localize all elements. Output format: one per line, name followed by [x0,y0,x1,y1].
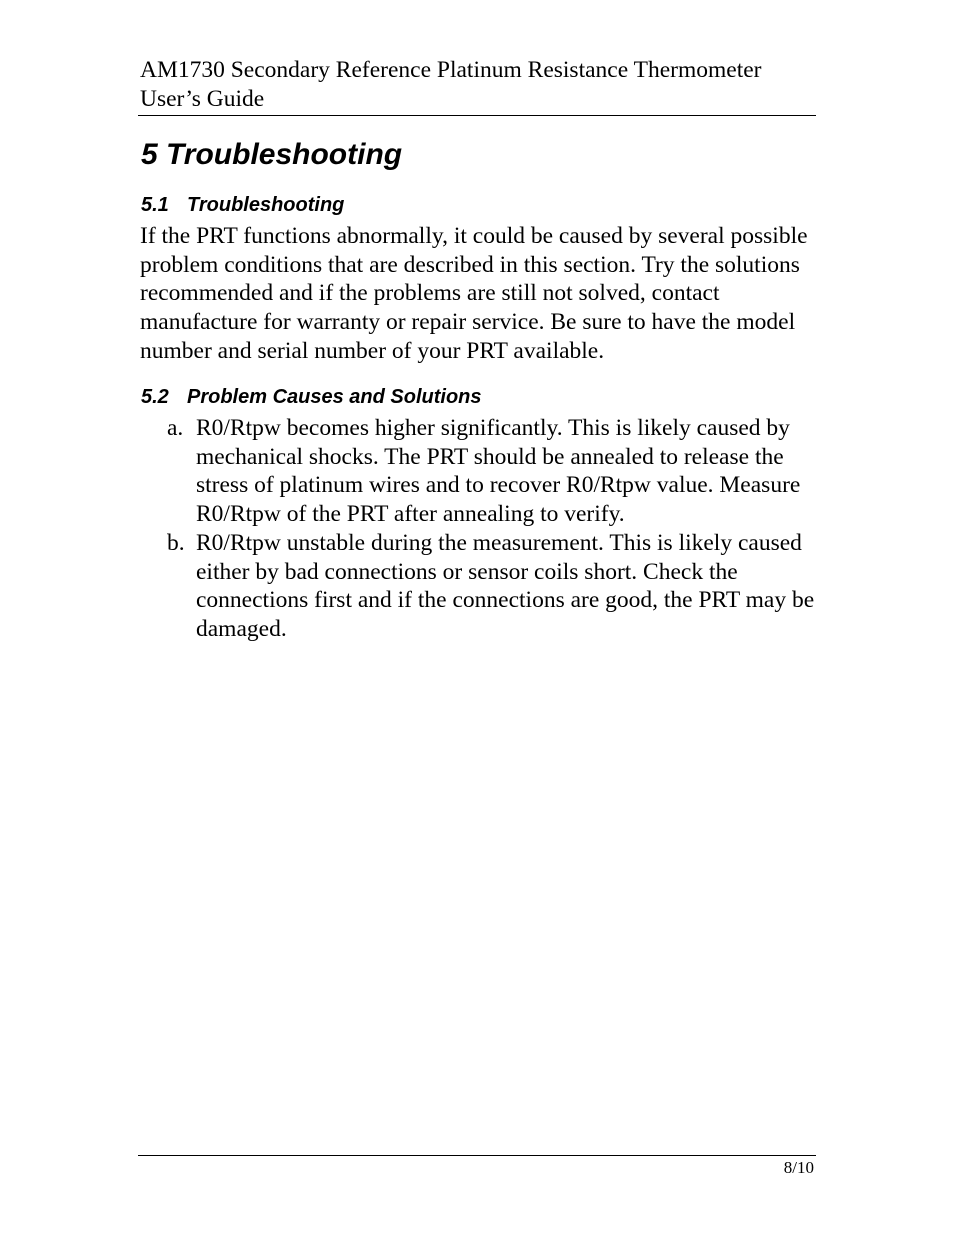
page-number: 8/10 [783,1158,814,1177]
header-title-line1: AM1730 Secondary Reference Platinum Resistance Thermometer [140,57,762,83]
chapter-title: 5 Troubleshooting [141,138,403,171]
problem-list [140,414,816,644]
section-heading-problem-causes [141,385,482,409]
list-item [140,414,816,529]
page-header [140,56,816,114]
section-number: 5.2 [141,386,169,408]
header-title-line2: User’s Guide [140,86,265,112]
list-item-text: R0/Rtpw becomes higher significantly. This is likely caused by mechanical shocks. The PRT should be annealed to release the stress of platinum wires and to recover R0/Rtpw value. Measure R0/Rtpw of the PRT after annealing to verify. [196,415,801,528]
list-marker: a. [167,415,184,441]
section-title: Troubleshooting [187,194,345,216]
footer-divider [138,1155,816,1156]
section-heading-troubleshooting [141,193,344,217]
intro-paragraph: If the PRT functions abnormally, it could be caused by several possible problem conditions that are described in this section. Try the solutions recommended and if the problems are still not solved, contact manufacture for warranty or repair service. Be sure to have the model number and serial number of your PRT available. [140,223,808,364]
list-item-text: R0/Rtpw unstable during the measurement. This is likely caused either by bad connections or sensor coils short. Check the connections first and if the connections are good, the PRT may be damaged. [196,529,815,642]
section-number: 5.1 [141,194,169,216]
list-marker: b. [167,529,185,556]
section-title: Problem Causes and Solutions [187,386,482,408]
header-divider [138,115,816,116]
list-item [140,529,816,644]
